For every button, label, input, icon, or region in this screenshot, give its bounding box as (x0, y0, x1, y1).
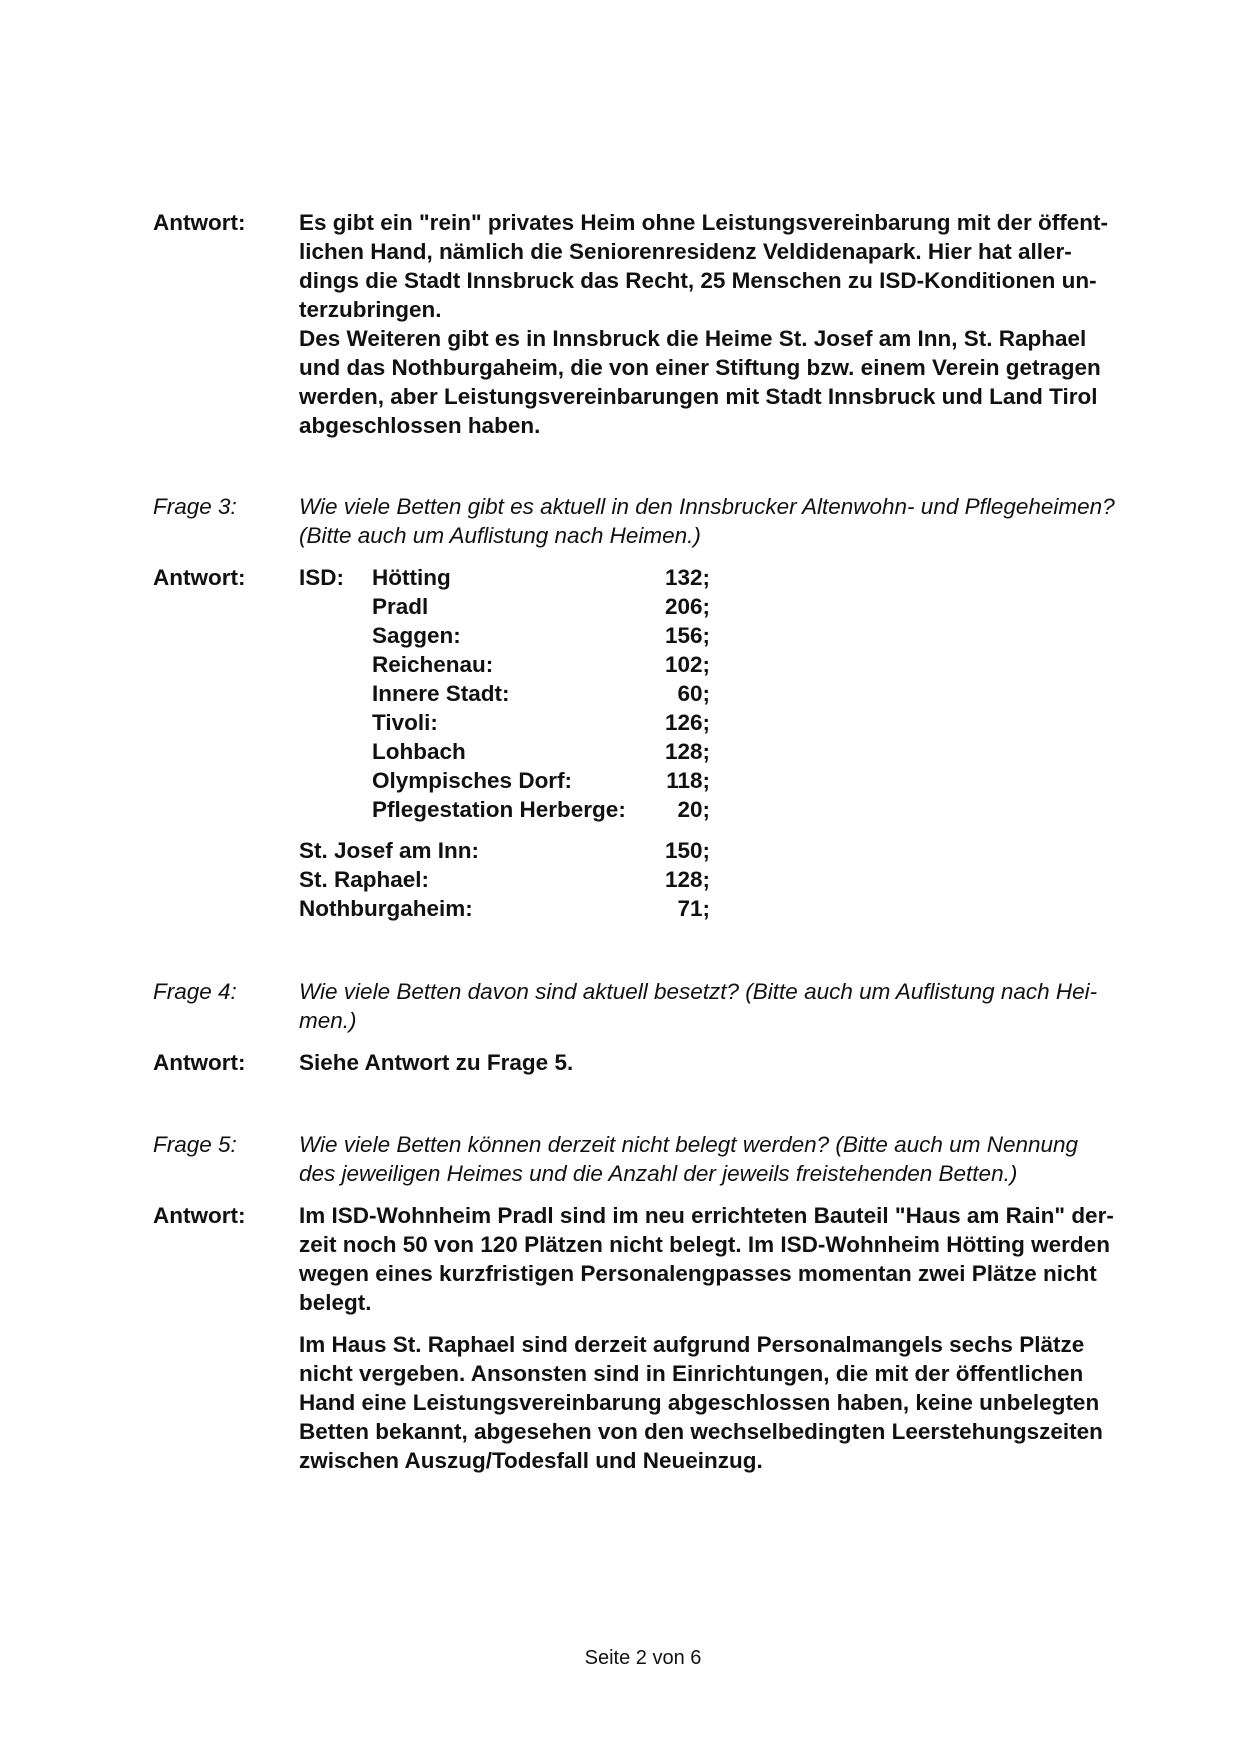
text-line: Des Weiteren gibt es in Innsbruck die Heime St. Josef am Inn, St. Raphael (299, 326, 1087, 351)
question4-text (299, 977, 1097, 1035)
text-line: zwischen Auszug/Todesfall und Neueinzug. (299, 1448, 763, 1473)
bed-count: 132; (664, 565, 710, 590)
bed-count: 156; (664, 623, 710, 648)
text-line: (Bitte auch um Auflistung nach Heimen.) (299, 523, 701, 548)
bed-count: 150; (664, 838, 710, 863)
home-name: Reichenau: (372, 652, 494, 677)
question5-label: Frage 5: (153, 1132, 237, 1157)
text-line: und das Nothburgaheim, die von einer Stiftung bzw. einem Verein getragen (299, 355, 1101, 380)
answer3-label: Antwort: (153, 565, 246, 590)
bed-count: 102; (664, 652, 710, 677)
bed-count: 126; (664, 710, 710, 735)
home-name: Olympisches Dorf: (372, 768, 573, 793)
bed-count: 20; (677, 797, 710, 822)
question5-text (299, 1130, 1078, 1188)
bed-count: 128; (664, 867, 710, 892)
text-line: werden, aber Leistungsvereinbarungen mit Stadt Innsbruck und Land Tirol (299, 384, 1098, 409)
home-name: Tivoli: (372, 710, 438, 735)
text-line: Betten bekannt, abgesehen von den wechselbedingten Leerstehungszeiten (299, 1419, 1103, 1444)
text-line: Wie viele Betten können derzeit nicht belegt werden? (Bitte auch um Nennung (299, 1132, 1079, 1157)
home-name: St. Josef am Inn: (299, 838, 480, 863)
question3-label: Frage 3: (153, 494, 237, 519)
home-name: Pflegestation Herberge: (372, 797, 626, 822)
home-name: Saggen: (372, 623, 461, 648)
home-name: Nothburgaheim: (299, 896, 473, 921)
text-line: dings die Stadt Innsbruck das Recht, 25 Menschen zu ISD-Konditionen un- (299, 268, 1097, 293)
home-name: St. Raphael: (299, 867, 430, 892)
bed-count: 118; (666, 768, 710, 793)
answer5-label: Antwort: (153, 1203, 246, 1228)
text-line: Es gibt ein "rein" privates Heim ohne Leistungsvereinbarung mit der öffent- (299, 210, 1108, 235)
answer2-label: Antwort: (153, 210, 246, 235)
text-line: zeit noch 50 von 120 Plätzen nicht belegt. Im ISD-Wohnheim Hötting werden (299, 1232, 1110, 1257)
text-line: Wie viele Betten gibt es aktuell in den Innsbrucker Altenwohn- und Pflegeheimen? (299, 494, 1115, 519)
bed-count: 206; (664, 594, 710, 619)
home-name: Lohbach (372, 739, 466, 764)
bed-count: 71; (677, 896, 710, 921)
answer4-text (299, 1048, 573, 1077)
text-line: Im ISD-Wohnheim Pradl sind im neu errichteten Bauteil "Haus am Rain" der- (299, 1203, 1114, 1228)
text-line: nicht vergeben. Ansonsten sind in Einrichtungen, die mit der öffentlichen (299, 1361, 1084, 1386)
answer2-text (299, 208, 1108, 440)
bed-count: 128; (664, 739, 710, 764)
question4-label: Frage 4: (153, 979, 237, 1004)
text-line: men.) (299, 1008, 357, 1033)
text-line: belegt. (299, 1290, 372, 1315)
answer4-label: Antwort: (153, 1050, 246, 1075)
page-number: Seite 2 von 6 (584, 1647, 702, 1669)
answer5-paragraph-2 (299, 1330, 1103, 1475)
answer5-paragraph-1 (299, 1201, 1114, 1317)
text-line: terzubringen. (299, 297, 442, 322)
home-name: Innere Stadt: (372, 681, 510, 706)
home-name: Hötting (372, 565, 451, 590)
question3-text (299, 492, 1115, 550)
text-line: Im Haus St. Raphael sind derzeit aufgrund Personalmangels sechs Plätze (299, 1332, 1085, 1357)
isd-label: ISD: (299, 565, 344, 590)
text-line: wegen eines kurzfristigen Personalengpasses momentan zwei Plätze nicht (299, 1261, 1097, 1286)
text-line: Hand eine Leistungsvereinbarung abgeschlossen haben, keine unbelegten (299, 1390, 1100, 1415)
text-line: Wie viele Betten davon sind aktuell besetzt? (Bitte auch um Auflistung nach Hei- (299, 979, 1098, 1004)
text-line: abgeschlossen haben. (299, 413, 541, 438)
home-name: Pradl (372, 594, 429, 619)
text-line: des jeweiligen Heimes und die Anzahl der jeweils freistehenden Betten.) (299, 1161, 1018, 1186)
bed-count: 60; (677, 681, 710, 706)
text-line: Siehe Antwort zu Frage 5. (299, 1050, 574, 1075)
text-line: lichen Hand, nämlich die Seniorenresidenz Veldidenapark. Hier hat aller- (299, 239, 1072, 264)
